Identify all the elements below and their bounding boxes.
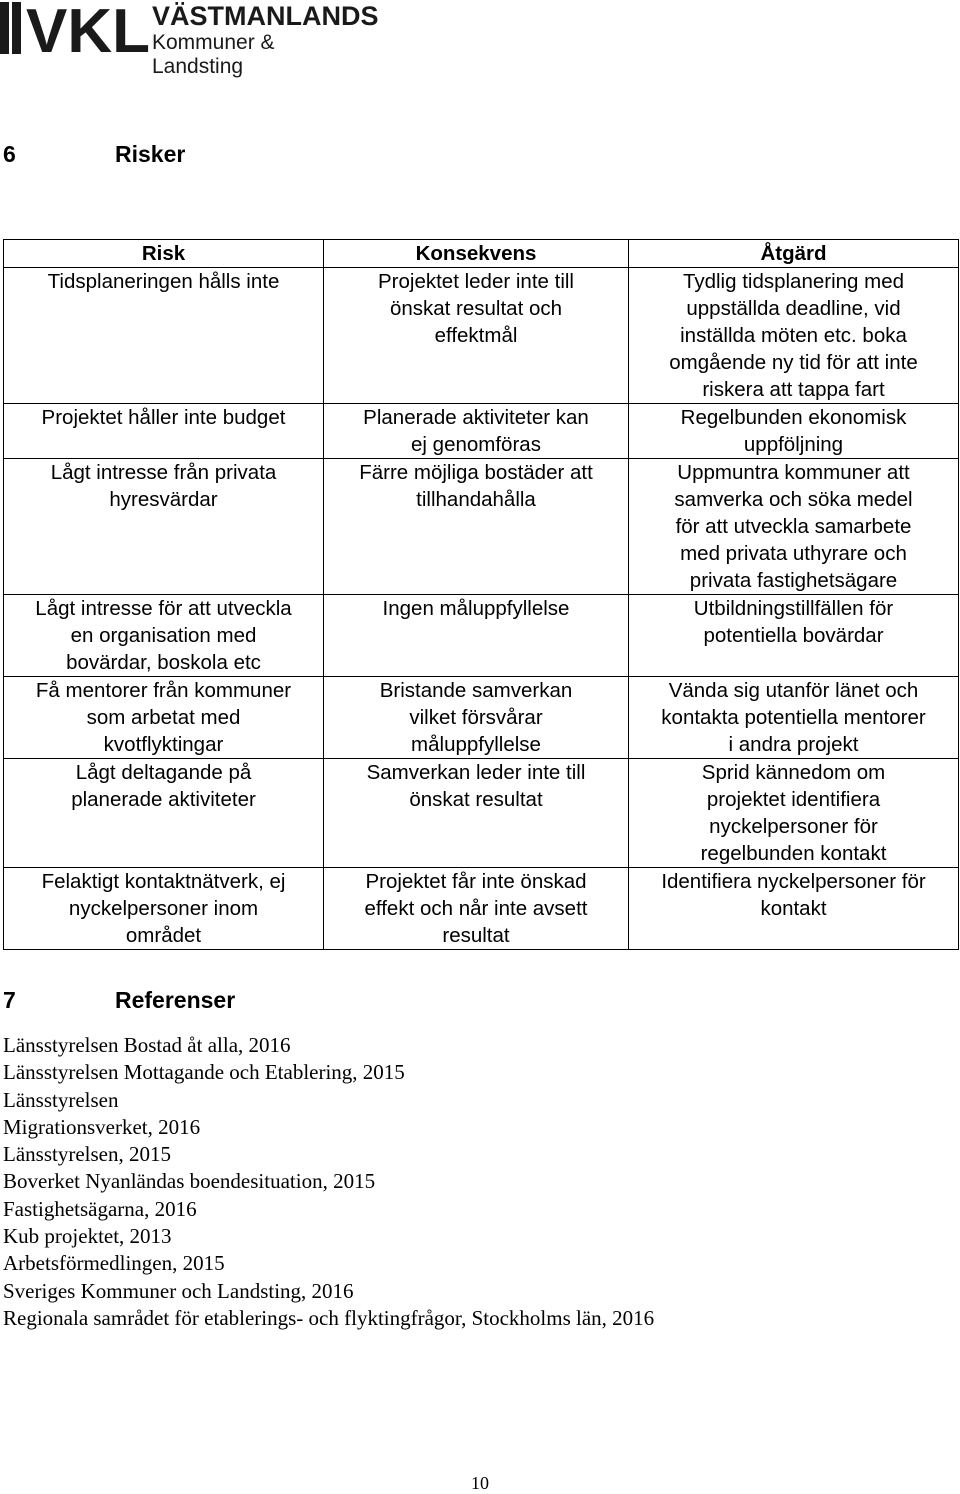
cell-text-line: för att utveckla samarbete xyxy=(675,515,912,538)
table-cell-konsekvens xyxy=(324,759,629,868)
svg-text:VKL: VKL xyxy=(26,0,150,58)
cell-text-line: Projektet håller inte budget xyxy=(41,406,286,429)
cell-text-line: riskera att tappa fart xyxy=(702,378,885,401)
table-cell-konsekvens xyxy=(324,677,629,759)
table-cell-konsekvens xyxy=(324,404,629,459)
cell-text-line: en organisation med xyxy=(70,624,257,647)
page-number: 10 xyxy=(471,1473,489,1493)
table-cell-atgard xyxy=(629,759,959,868)
cell-text-line: hyresvärdar xyxy=(109,488,218,511)
cell-text-line: omgående ny tid för att inte xyxy=(669,351,918,374)
cell-text-line: Ingen måluppfyllelse xyxy=(382,597,570,620)
cell-text-line: Lågt intresse från privata xyxy=(50,461,277,484)
cell-text-line: Planerade aktiviteter kan xyxy=(363,406,589,429)
cell-text-line: Uppmuntra kommuner att xyxy=(677,461,910,484)
cell-text-line: Vända sig utanför länet och xyxy=(668,679,919,702)
section-title: Risker xyxy=(115,141,186,167)
cell-text-line: nyckelpersoner för xyxy=(709,815,878,838)
table-row xyxy=(4,268,959,404)
table-cell-risk xyxy=(4,459,324,595)
reference-item: Länsstyrelsen Mottagande och Etablering, 2015 xyxy=(3,1060,405,1085)
table-cell-konsekvens xyxy=(324,459,629,595)
table-row xyxy=(4,677,959,759)
cell-text-line: kontakt xyxy=(760,897,827,920)
table-cell-risk xyxy=(4,677,324,759)
cell-text-line: Sprid kännedom om xyxy=(701,761,886,784)
cell-text-line: Utbildningstillfällen för xyxy=(693,597,894,620)
table-cell-atgard xyxy=(629,459,959,595)
cell-text-line: Färre möjliga bostäder att xyxy=(359,461,593,484)
reference-item: Sveriges Kommuner och Landsting, 2016 xyxy=(3,1278,354,1303)
cell-text-line: Tydlig tidsplanering med xyxy=(682,270,905,293)
cell-text-line: kontakta potentiella mentorer xyxy=(661,706,926,729)
table-row xyxy=(4,868,959,950)
cell-text-line: effekt och når inte avsett xyxy=(364,897,588,920)
cell-text-line: bovärdar, boskola etc xyxy=(66,651,261,674)
table-row xyxy=(4,759,959,868)
reference-item: Fastighetsägarna, 2016 xyxy=(3,1196,197,1221)
cell-text-line: uppföljning xyxy=(743,433,844,456)
table-cell-konsekvens xyxy=(324,268,629,404)
cell-text-line: Identifiera nyckelpersoner för xyxy=(661,870,926,893)
cell-text-line: Tidsplaneringen hålls inte xyxy=(47,270,280,293)
cell-text-line: vilket försvårar xyxy=(409,706,543,729)
reference-item: Boverket Nyanländas boendesituation, 2015 xyxy=(3,1169,376,1194)
section-heading-referenser xyxy=(3,986,235,1014)
cell-text-line: ej genomföras xyxy=(411,433,541,456)
cell-text-line: uppställda deadline, vid xyxy=(686,297,901,320)
cell-text-line: Regelbunden ekonomisk xyxy=(680,406,907,429)
table-row xyxy=(4,595,959,677)
cell-text-line: samverka och söka medel xyxy=(674,488,913,511)
column-header-atgard: Åtgärd xyxy=(629,240,959,268)
cell-text-line: önskat resultat xyxy=(409,788,543,811)
table-row xyxy=(4,404,959,459)
cell-text-line: området xyxy=(125,924,202,947)
reference-item: Regionala samrådet för etablerings- och flyktingfrågor, Stockholms län, 2016 xyxy=(3,1305,655,1330)
table-cell-atgard xyxy=(629,404,959,459)
cell-text-line: effektmål xyxy=(434,324,518,347)
cell-text-line: privata fastighetsägare xyxy=(689,569,898,592)
reference-item: Kub projektet, 2013 xyxy=(3,1224,172,1249)
reference-item: Länsstyrelsen xyxy=(3,1087,119,1112)
column-header-risk: Risk xyxy=(4,240,324,268)
table-cell-atgard xyxy=(629,677,959,759)
cell-text-line: i andra projekt xyxy=(728,733,859,756)
cell-text-line: Samverkan leder inte till xyxy=(366,761,586,784)
column-header-konsekvens: Konsekvens xyxy=(324,240,629,268)
cell-text-line: planerade aktiviteter xyxy=(71,788,256,811)
cell-text-line: projektet identifiera xyxy=(706,788,881,811)
cell-text-line: Projektet får inte önskad xyxy=(365,870,587,893)
table-cell-atgard xyxy=(629,868,959,950)
table-cell-risk xyxy=(4,268,324,404)
logo-subtitle: Kommuner & Landsting xyxy=(152,31,275,78)
reference-item: Länsstyrelsen, 2015 xyxy=(3,1142,171,1167)
reference-item: Migrationsverket, 2016 xyxy=(3,1114,201,1139)
table-cell-konsekvens xyxy=(324,868,629,950)
reference-item: Länsstyrelsen Bostad åt alla, 2016 xyxy=(3,1033,291,1057)
cell-text-line: med privata uthyrare och xyxy=(680,542,907,565)
cell-text-line: Bristande samverkan xyxy=(379,679,573,702)
vkl-logo-mark xyxy=(0,0,150,58)
table-cell-konsekvens xyxy=(324,595,629,677)
cell-text-line: Projektet leder inte till xyxy=(378,270,574,293)
cell-text-line: resultat xyxy=(442,924,510,947)
reference-item: Arbetsförmedlingen, 2015 xyxy=(3,1251,225,1276)
table-cell-atgard xyxy=(629,595,959,677)
risk-table xyxy=(3,239,959,950)
logo-title: VÄSTMANLANDS xyxy=(152,1,379,31)
table-row xyxy=(4,459,959,595)
cell-text-line: Felaktigt kontaktnätverk, ej xyxy=(41,870,286,893)
cell-text-line: inställda möten etc. boka xyxy=(680,324,907,347)
cell-text-line: regelbunden kontakt xyxy=(700,842,887,865)
cell-text-line: potentiella bovärdar xyxy=(703,624,884,647)
reference-list xyxy=(3,1032,654,1332)
cell-text-line: som arbetat med xyxy=(86,706,241,729)
table-cell-risk xyxy=(4,759,324,868)
table-cell-risk xyxy=(4,595,324,677)
cell-text-line: Lågt intresse för att utveckla xyxy=(35,597,292,620)
section-heading-risker xyxy=(3,140,185,168)
table-header-row xyxy=(4,240,959,268)
table-cell-atgard xyxy=(629,268,959,404)
table-cell-risk xyxy=(4,868,324,950)
cell-text-line: önskat resultat och xyxy=(389,297,563,320)
cell-text-line: Få mentorer från kommuner xyxy=(35,679,292,702)
section-number: 7 xyxy=(3,987,16,1013)
cell-text-line: måluppfyllelse xyxy=(411,733,541,756)
cell-text-line: Lågt deltagande på xyxy=(75,761,252,784)
cell-text-line: nyckelpersoner inom xyxy=(68,897,259,920)
cell-text-line: tillhandahålla xyxy=(416,488,536,511)
organization-logo xyxy=(0,0,379,78)
cell-text-line: kvotflyktingar xyxy=(103,733,224,756)
section-title: Referenser xyxy=(115,987,236,1013)
table-cell-risk xyxy=(4,404,324,459)
section-number: 6 xyxy=(3,141,16,167)
